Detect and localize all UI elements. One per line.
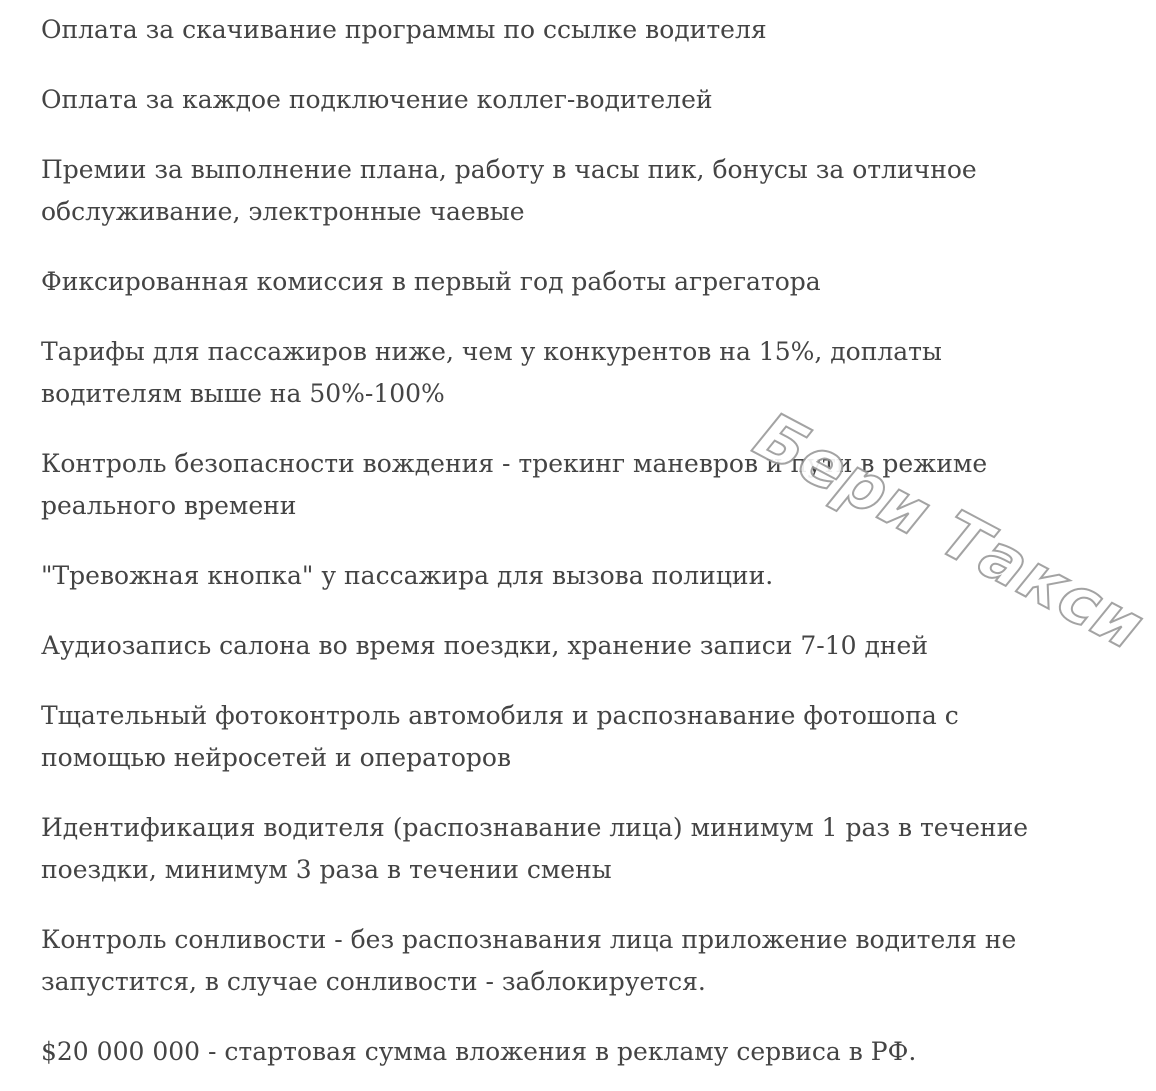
document-body — [41, 0, 1071, 1091]
paragraph-driving-safety: Контроль безопасности вождения - трекинг маневров и пути в режиме реального времени — [41, 449, 988, 520]
paragraph-audio-recording: Аудиозапись салона во время поездки, хранение записи 7-10 дней — [41, 631, 928, 660]
paragraph-bonuses: Премии за выполнение плана, работу в часы пик, бонусы за отличное обслуживание, электронные чаевые — [41, 155, 977, 226]
paragraph-driver-identification: Идентификация водителя (распознавание лица) минимум 1 раз в течение поездки, минимум 3 раза в течении смены — [41, 813, 1029, 884]
paragraph-tariffs: Тарифы для пассажиров ниже, чем у конкурентов на 15%, доплаты водителям выше на 50%-100% — [41, 337, 942, 408]
paragraph-panic-button: "Тревожная кнопка" у пассажира для вызова полиции. — [41, 561, 774, 590]
paragraph-ad-investment: $20 000 000 - стартовая сумма вложения в рекламу сервиса в РФ. — [41, 1037, 917, 1066]
paragraph-download-payment: Оплата за скачивание программы по ссылке водителя — [41, 15, 767, 44]
paragraph-fixed-commission: Фиксированная комиссия в первый год работы агрегатора — [41, 267, 821, 296]
paragraph-photo-control: Тщательный фотоконтроль автомобиля и распознавание фотошопа с помощью нейросетей и операторов — [41, 701, 959, 772]
watermark-logo: Бери Такси — [742, 398, 1156, 666]
paragraph-drowsiness-control: Контроль сонливости - без распознавания лица приложение водителя не запустится, в случае сонливости - заблокируется. — [41, 925, 1017, 996]
paragraph-referral-payment: Оплата за каждое подключение коллег-водителей — [41, 85, 713, 114]
